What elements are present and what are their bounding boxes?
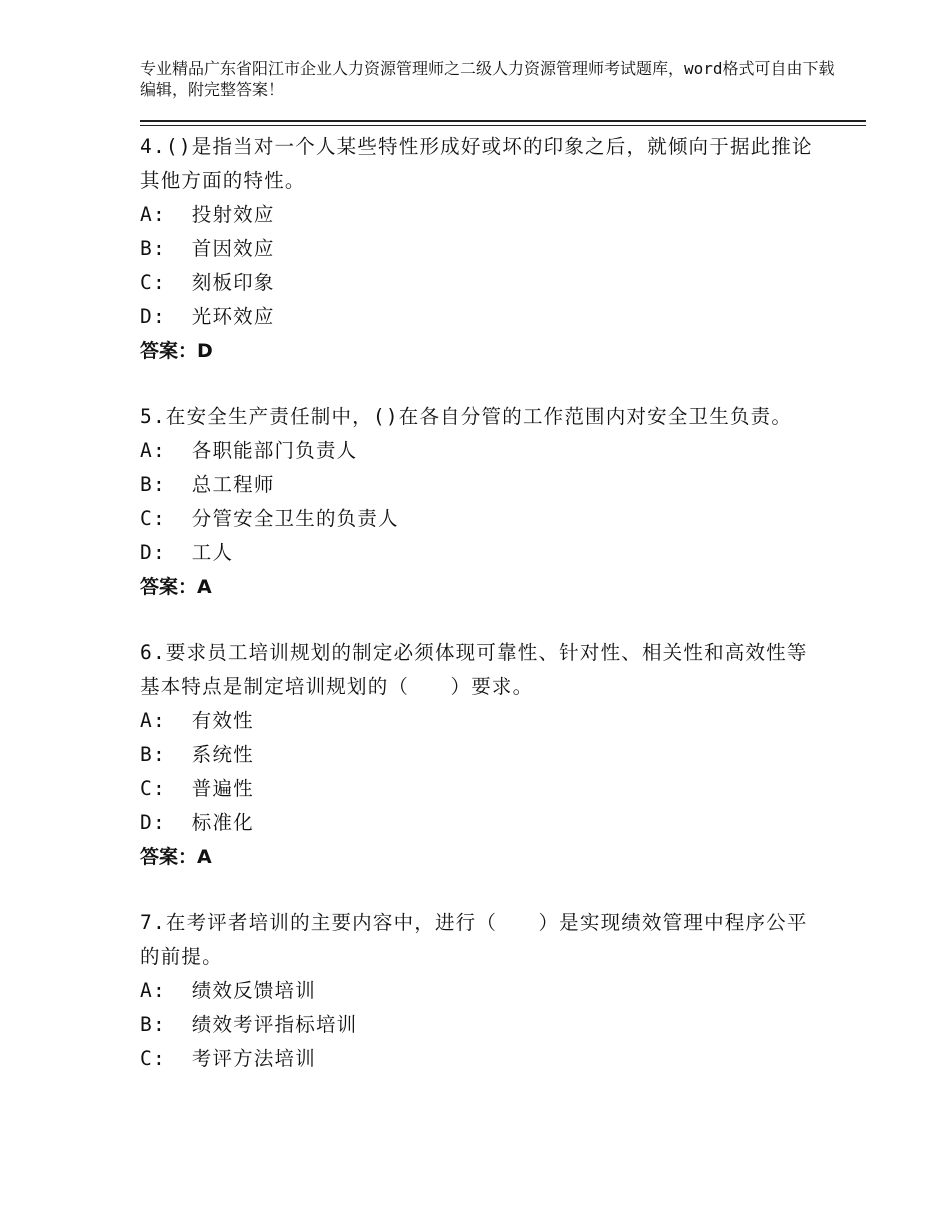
answer-line: 答案：A (140, 846, 212, 868)
question-7 (140, 906, 820, 1076)
header-rule-thick (140, 120, 866, 122)
option-c: C: 分管安全卫生的负责人 (140, 507, 399, 530)
option-b: B: 系统性 (140, 743, 254, 766)
option-a: A: 投射效应 (140, 203, 275, 226)
option-c: C: 普遍性 (140, 777, 254, 800)
header-rule-thin (140, 125, 866, 126)
answer-line: 答案：D (140, 340, 213, 362)
question-6 (140, 636, 820, 874)
option-b: B: 首因效应 (140, 237, 275, 260)
option-c: C: 刻板印象 (140, 271, 275, 294)
question-stem: 7.在考评者培训的主要内容中，进行（ ）是实现绩效管理中程序公平的前提。 (140, 911, 808, 968)
option-c: C: 考评方法培训 (140, 1047, 316, 1070)
option-a: A: 各职能部门负责人 (140, 439, 358, 462)
option-a: A: 有效性 (140, 709, 254, 732)
question-stem: 6.要求员工培训规划的制定必须体现可靠性、针对性、相关性和高效性等基本特点是制定培训规划的（ ）要求。 (140, 641, 808, 698)
question-5 (140, 400, 820, 604)
option-d: D: 工人 (140, 541, 234, 564)
question-stem: 5.在安全生产责任制中，()在各自分管的工作范围内对安全卫生负责。 (140, 405, 793, 428)
option-a: A: 绩效反馈培训 (140, 979, 316, 1002)
question-stem: 4.()是指当对一个人某些特性形成好或坏的印象之后，就倾向于据此推论其他方面的特性。 (140, 135, 813, 192)
question-4 (140, 130, 820, 368)
answer-line: 答案：A (140, 576, 212, 598)
option-d: D: 光环效应 (140, 305, 275, 328)
option-d: D: 标准化 (140, 811, 254, 834)
question-list (140, 130, 820, 1108)
option-b: B: 总工程师 (140, 473, 275, 496)
option-b: B: 绩效考评指标培训 (140, 1013, 358, 1036)
document-header: 专业精品广东省阳江市企业人力资源管理师之二级人力资源管理师考试题库，word格式可自由下载编辑，附完整答案！ (140, 59, 835, 99)
